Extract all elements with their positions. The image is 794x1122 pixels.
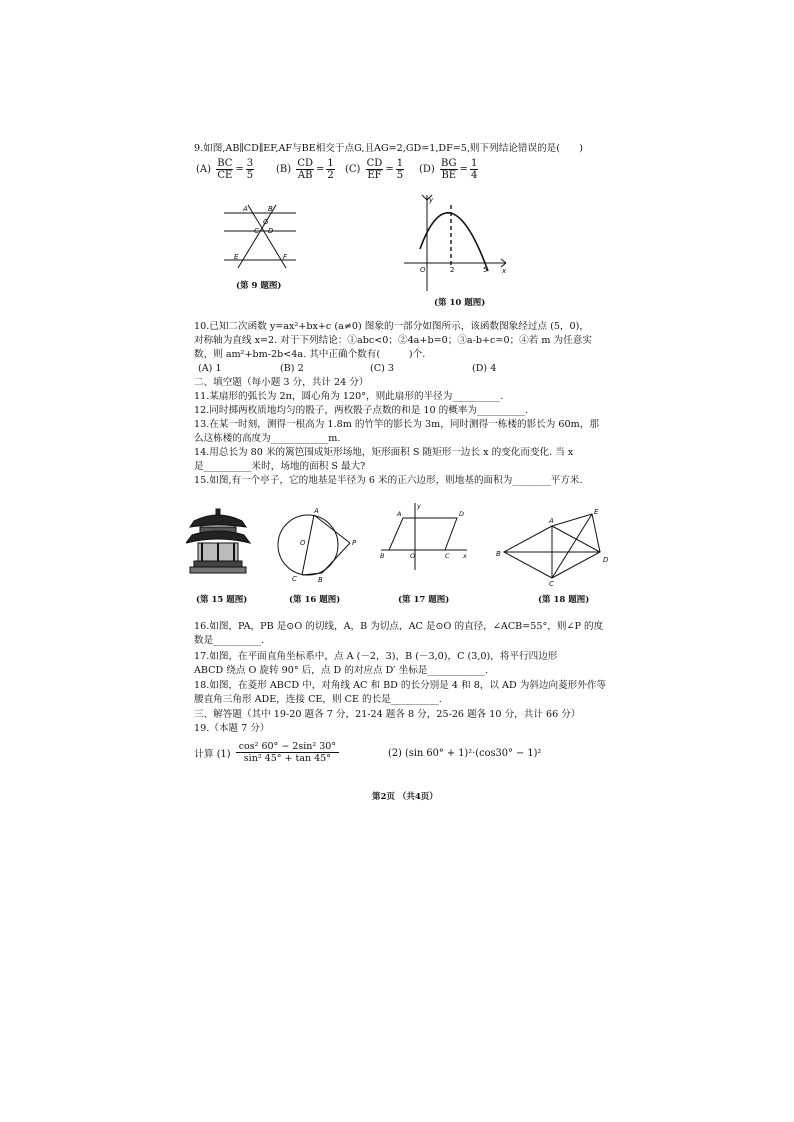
fig17-label-c: C bbox=[445, 552, 450, 560]
fig17-caption: (第 17 题图) bbox=[398, 595, 450, 605]
q12: 12.同时掷两枚质地均匀的骰子，两枚骰子点数的和是 10 的概率为__________. bbox=[194, 405, 529, 416]
fig9-label-f: F bbox=[283, 253, 288, 261]
fig9-label-d: D bbox=[268, 227, 274, 235]
fig18-label-a: A bbox=[549, 517, 554, 525]
q14-line2: 是__________米时，场地的面积 S 最大? bbox=[194, 461, 366, 472]
q10-line3: 数，则 am²+bm-2b<4a. 其中正确个数有( )个. bbox=[194, 349, 426, 360]
fig18-label-c: C bbox=[549, 580, 554, 586]
q16-line2: 数是__________. bbox=[194, 635, 265, 646]
q9-option-b: (B) $\frac{CD}{AB}$ = $\frac{1}{2}$ bbox=[276, 158, 334, 181]
q10-option-b: (B) 2 bbox=[280, 363, 304, 374]
q18-line2: 腰直角三角形 ADE，连接 CE，则 CE 的长是__________. bbox=[194, 694, 442, 705]
q15: 15.如图,有一个亭子，它的地基是半径为 6 米的正六边形，则地基的面积为________平方米. bbox=[194, 475, 583, 486]
fig9-label-a: A bbox=[243, 205, 248, 213]
q19-numerator: cos² 60° − 2sin² 30° bbox=[236, 741, 339, 753]
fig16-label-o: O bbox=[300, 539, 306, 547]
fig9-label-g: G bbox=[263, 218, 269, 226]
fig9-label-c: C bbox=[254, 227, 259, 235]
fig17-label-x: x bbox=[463, 552, 467, 560]
q16-line1: 16.如图，PA，PB 是⊙O 的切线，A，B 为切点，AC 是⊙O 的直径，∠ACB=55°，则∠P 的度 bbox=[194, 621, 604, 632]
q13-line1: 13.在某一时刻，测得一根高为 1.8m 的竹竿的影长为 3m，同时测得一栋楼的影长为 60m，那 bbox=[194, 419, 599, 430]
figure-17-parallelogram bbox=[377, 500, 472, 575]
q10-option-c: (C) 3 bbox=[370, 363, 394, 374]
q17-line1: 17.如图，在平面直角坐标系中，点 A (－2，3)，B (－3,0)，C (3,0)，将平行四边形 bbox=[194, 651, 558, 662]
fig16-label-c: C bbox=[292, 575, 297, 583]
fig17-label-b: B bbox=[380, 552, 385, 560]
fig16-label-p: P bbox=[352, 539, 357, 547]
fig9-caption: (第 9 题图) bbox=[236, 281, 282, 291]
fig10-label-o: O bbox=[420, 266, 426, 274]
q17-line2: ABCD 绕点 O 旋转 90° 后，点 D 的对应点 D′ 坐标是____________. bbox=[194, 665, 488, 676]
fig10-caption: (第 10 题图) bbox=[434, 298, 486, 308]
fig17-label-o: O bbox=[410, 552, 416, 560]
section-3-heading: 三、解答题（其中 19-20 题各 7 分，21-24 题各 8 分，25-26 题各 10 分，共计 66 分） bbox=[194, 709, 581, 720]
q9-option-a: (A) $\frac{BC}{CE}$ = $\frac{3}{5}$ bbox=[196, 158, 254, 181]
fig17-label-d: D bbox=[459, 510, 465, 518]
fig10-label-x: x bbox=[502, 267, 507, 275]
q11: 11.某扇形的弧长为 2π，圆心角为 120°，则此扇形的半径为__________. bbox=[194, 391, 504, 402]
page-footer: 第2页 （共4页） bbox=[372, 792, 438, 802]
q18-line1: 18.如图，在菱形 ABCD 中，对角线 AC 和 BD 的长分别是 4 和 8，以 AD 为斜边向菱形外作等 bbox=[194, 680, 607, 691]
fig18-label-e: E bbox=[594, 508, 599, 516]
fig10-label-5: 5 bbox=[483, 266, 488, 274]
fig18-label-b: B bbox=[496, 550, 501, 558]
figure-18-rhombus bbox=[494, 506, 616, 586]
q9-option-c: (C) $\frac{CD}{EF}$ = $\frac{1}{5}$ bbox=[345, 158, 404, 181]
q13-line2: 么这栋楼的高度为____________m. bbox=[194, 433, 341, 444]
section-2-heading: 二、填空题（每小题 3 分，共计 24 分） bbox=[194, 377, 369, 388]
q10-option-a: (A) 1 bbox=[198, 363, 222, 374]
q19-part1 bbox=[194, 741, 341, 764]
fig15-caption: (第 15 题图) bbox=[196, 595, 248, 605]
q19-calc-label: 计算 (1) bbox=[194, 748, 231, 760]
fig18-caption: (第 18 题图) bbox=[538, 595, 590, 605]
fig10-label-y: y bbox=[429, 196, 434, 204]
figure-16-circle bbox=[270, 505, 360, 585]
fig9-label-e: E bbox=[234, 253, 239, 261]
q10-line2: 对称轴为直线 x=2. 对于下列结论：①abc<0；②4a+b=0；③a-b+c=0；④若 m 为任意实 bbox=[194, 335, 592, 346]
fig16-label-b: B bbox=[318, 576, 323, 584]
fig10-label-2: 2 bbox=[450, 266, 455, 274]
q19-title: 19.（本题 7 分） bbox=[194, 723, 270, 734]
figure-10 bbox=[400, 193, 510, 293]
q19-denominator: sin² 45° + tan 45° bbox=[243, 753, 331, 764]
fig16-caption: (第 16 题图) bbox=[289, 595, 341, 605]
fig16-label-a: A bbox=[314, 507, 319, 515]
figure-15-pavilion bbox=[186, 505, 266, 585]
q10-option-d: (D) 4 bbox=[472, 363, 497, 374]
q14-line1: 14.用总长为 80 米的篱笆围成矩形场地，矩形面积 S 随矩形一边长 x 的变化而变化. 当 x bbox=[194, 447, 574, 458]
q19-part2: (2) (sin 60° + 1)²·(cos30° − 1)² bbox=[388, 748, 542, 759]
q9-option-d: (D) $\frac{BG}{BE}$ = $\frac{1}{4}$ bbox=[419, 158, 478, 181]
q10-line1: 10.已知二次函数 y=ax²+bx+c (a≠0) 图象的一部分如图所示，该函数图象经过点 (5，0)， bbox=[194, 321, 589, 332]
q9-stem: 9.如图,AB∥CD∥EF,AF与BE相交于点G,且AG=2,GD=1,DF=5,则下列结论错误的是( ) bbox=[194, 143, 583, 154]
fig9-label-b: B bbox=[268, 205, 273, 213]
fig18-label-d: D bbox=[603, 556, 609, 564]
figure-9 bbox=[220, 200, 310, 270]
fig17-label-a: A bbox=[397, 510, 402, 518]
fig17-label-y: y bbox=[417, 502, 421, 510]
